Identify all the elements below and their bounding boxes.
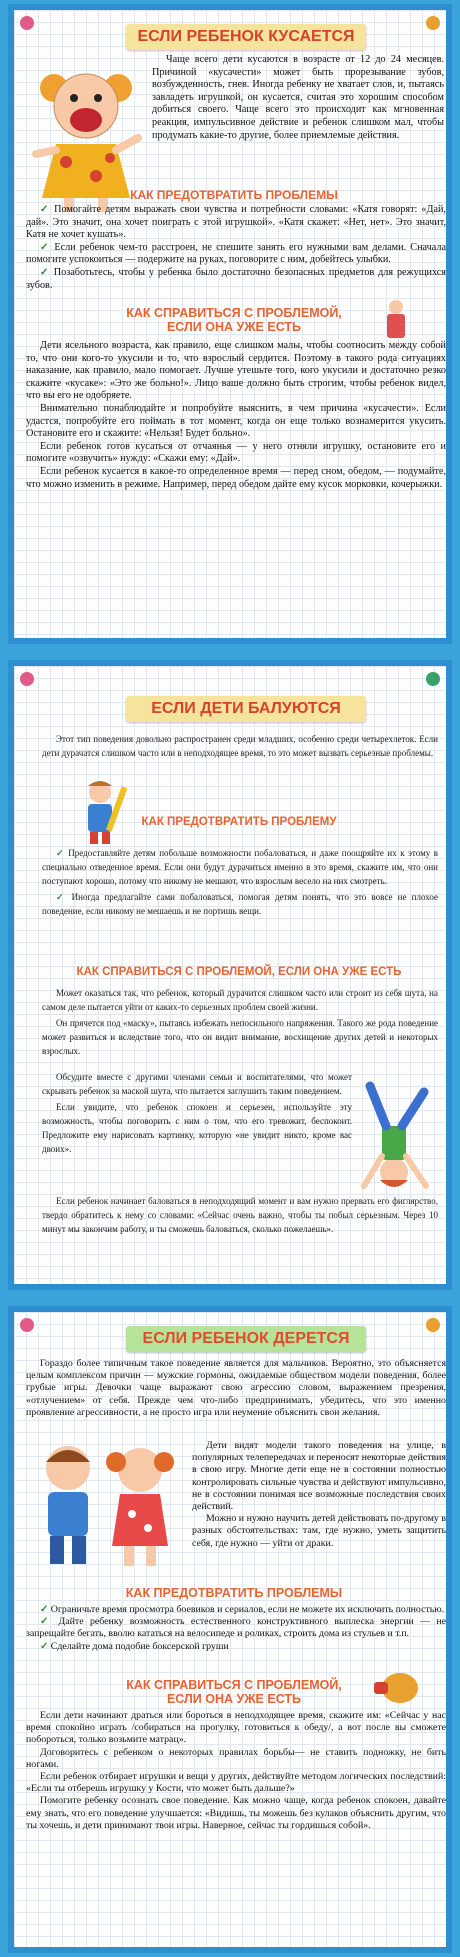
cope-text-bottom: Если ребенок начинает баловаться в неподходящий момент и вам нужно прервать его фиглярство, твердо обратитесь к нему со словами: «Сейчас очень важно, чтобы ты побыл серьезным. Через 10 минут мы закончим работу, и ты сможешь баловаться, сколько пожелаешь». — [42, 1196, 438, 1234]
panel-title: ЕСЛИ ДЕТИ БАЛУЮТСЯ — [126, 696, 366, 722]
list-item: ✓ Помогайте детям выражать свои чувства и потребности словами: «Катя говорят: «Дай, дай». Это значит, она хочет поиграть с этой игрушкой». «Катя скажет: «Нет, нет». Это значит, Катя не хочет кушать». — [26, 204, 446, 241]
prevent-list — [42, 846, 438, 920]
pin-icon — [426, 16, 440, 30]
check-icon: ✓ — [40, 1604, 51, 1615]
cope-text: Дети ясельного возраста, как правило, еще слишком малы, чтобы соотносить между собой то, что они кого-то укусили и то, что взрослый сердится. Поэтому в такого рода ситуациях наказание, как правило, мало помогает. Лучше утешьте того, кого укусили и достаточно резко скажите «кусаке»: «Это же больно!». Лицо ваше должно быть строгим, чтобы ребенок видел, что вы его не одобряете. Внимательно понаблюдайте и попробуйте выяснить, в чем причина «кусачести». Если удастся, попробуйте его поймать в тот момент, когда он еще только вознамерится укусить. Остановите его и скажите: «Нельзя! Будет больно». Если ребенок готов кусаться от отчаянья — у него отняли игрушку, остановите его и помогите «озвучить» нужду: «Скажи ему: «Дай». Если ребенок кусается в какое-то определенное время — перед сном, обедом, — подумайте, что можно изменить в режиме. Например, перед обедом дайте ему кусок морковки, кочерыжки. — [26, 340, 446, 490]
cope-text: Если дети начинают драться или бороться в неподходящее время, скажите им: «Сейчас у нас время спокойно играть /собираться на прогулку, готовиться к обеду/, а вот после вы сможете побороться, только возьмите матрац». Договоритесь с ребенком о некоторых правилах борьбы— не ставить подножку, не бить ногами. Если ребенок отбирает игрушки и вещи у других, действуйте методом логических последствий: «Если ты отберешь игрушку у Кости, что может быть дальше?» Помогите ребенку осознать свое поведение. Как можно чаще, когда ребенок спокоен, давайте ему знать, что его поведение улучшается: «Видишь, ты можешь без кулаков объяснить другим, что ты хочешь, и дети принимают твои игры. Наверное, сейчас ты гордишься собой». — [26, 1710, 446, 1831]
handstand-child-illustration — [344, 1076, 444, 1196]
pin-icon — [20, 16, 34, 30]
cope-text-narrow: Обсудите вместе с другими членами семьи и воспитателями, что может скрывать ребенок за маской шута, что пытается заглушить таким поведением. Если увидите, что ребенок спокоен и серьезен, используйте эту возможность, чтобы поговорить с ним о том, что его тревожит, беспокоит. Предложите ему нарисовать картинку, которую «не увидит никто, кроме вас двоих». — [42, 1072, 352, 1154]
child-with-pencil-illustration — [70, 778, 130, 848]
intro-text: Чаще всего дети кусаются в возрасте от 12 до 24 месяцев. Причиной «кусачести» может быть прорезывание зубов, возбужденность, гнев. Иногда ребенку не хватает слов, и, пытаясь завладеть игрушкой, он кусается, считая это хорошим способом добиться своего. Чаще всего это происходит как мгновенная реакция, импульсивное действие и ребенок слишком мал, чтобы продумать какие-то другие, более приемлемые действия. — [152, 54, 444, 141]
list-item: ✓ Иногда предлагайте сами побаловаться, помогая детям понять, что это вовсе не плохое поведение, если никому не мешаешь и не портишь вещи. — [42, 892, 438, 916]
panel-misbehaving — [8, 660, 452, 1290]
panel-fighting — [8, 1306, 452, 1953]
panel-biting — [8, 4, 452, 644]
teacher-illustration — [376, 298, 416, 340]
list-item: ✓ Дайте ребенку возможность естественного конструктивного выплеска энергии — не запрещайте бегать, вволю кататься на велосипеде и роликах, строить дома из стульев и т.п. — [26, 1616, 446, 1640]
punching-glove-illustration — [370, 1668, 422, 1708]
check-icon: ✓ — [40, 241, 55, 253]
section-heading-cope: КАК СПРАВИТЬСЯ С ПРОБЛЕМОЙ, ЕСЛИ ОНА УЖЕ ЕСТЬ — [126, 306, 342, 334]
section-heading-prevent: КАК ПРЕДОТВРАТИТЬ ПРОБЛЕМЫ — [125, 1586, 343, 1600]
fighting-children-illustration — [28, 1436, 188, 1576]
intro-text: Гораздо более типичным такое поведение является для мальчиков. Вероятно, это объясняется целым комплексом причин — мужские гормоны, ожидаемые обществом модели поведения, более грубые игры. Девочки чаще выражают свою агрессию словом, выражением презрения, «отлучением» от себя. Прежде чем что-либо предпринимать, убедитесь, что это именно проявление агрессивности, а не просто игра или неумение объяснить свои желания. — [26, 1358, 446, 1418]
pin-icon — [426, 1318, 440, 1332]
prevent-list — [26, 204, 446, 292]
list-item: ✓ Ограничьте время просмотра боевиков и сериалов, если не можете их исключить полностью. — [40, 1604, 445, 1615]
check-icon: ✓ — [56, 892, 72, 902]
intro-text-2: Дети видят модели такого поведения на улице, в популярных телепередачах и переносят некоторые действия в свою игру. Многие дети еще не в состоянии полностью контролировать сильные чувства и действуют импульсивно, не в состоянии понимая все возможные последствия своих действий. Можно и нужно научить детей действовать по-другому в разных обстоятельствах: там, где нужно, уметь защитить себя, где нужно — уйти от драки. — [192, 1440, 446, 1549]
pin-icon — [426, 672, 440, 686]
list-item: ✓ Позаботьтесь, чтобы у ребенка было достаточно безопасных предметов для режущихся зубов. — [26, 266, 446, 291]
section-heading-prevent: КАК ПРЕДОТВРАТИТЬ ПРОБЛЕМЫ — [130, 188, 338, 202]
section-heading-prevent: КАК ПРЕДОТВРАТИТЬ ПРОБЛЕМУ — [141, 816, 337, 828]
intro-text: Этот тип поведения довольно распространен среди младших, особенно среди четырехлеток. Если дети дурачатся слишком часто или в неподходящее время, то это может вызвать серьезные проблемы. — [42, 734, 438, 758]
pin-icon — [20, 1318, 34, 1332]
panel-title: ЕСЛИ РЕБЕНОК ДЕРЕТСЯ — [126, 1326, 366, 1352]
list-item: ✓ Предоставляйте детям побольше возможности побаловаться, и даже поощряйте их к этому в специально отведенное время. Если они будут дурачиться именно в это время, скажите им, что они поступают хорошо, потому что никому не мешают, что взрослым весело на них смотреть. — [42, 848, 439, 886]
list-item: ✓ Сделайте дома подобие боксерской груши — [40, 1640, 229, 1652]
check-icon: ✓ — [40, 266, 54, 278]
panel-title: ЕСЛИ РЕБЕНОК КУСАЕТСЯ — [126, 24, 366, 50]
section-heading-cope: КАК СПРАВИТЬСЯ С ПРОБЛЕМОЙ, ЕСЛИ ОНА УЖЕ ЕСТЬ — [126, 1678, 342, 1706]
check-icon: ✓ — [40, 1616, 59, 1628]
section-heading-cope: КАК СПРАВИТЬСЯ С ПРОБЛЕМОЙ, ЕСЛИ ОНА УЖЕ ЕСТЬ — [76, 966, 402, 978]
check-icon: ✓ — [56, 848, 69, 858]
list-item: ✓ Если ребенок чем-то расстроен, не спешите занять его нужными вам делами. Сначала помогите успокоиться — подержите на руках, поговорите с ним, добейтесь улыбки. — [26, 241, 446, 266]
check-icon: ✓ — [40, 1640, 51, 1652]
check-icon: ✓ — [40, 204, 55, 215]
cope-text-top: Может оказаться так, что ребенок, который дурачится слишком часто или строит из себя шута, на самом деле пытается уйти от каких-то серьезных проблем своей жизни. Он прячется под «маску», пытаясь избежать непосильного напряжения. Такого же рода поведение может развиться и вследствие того, что он видит внимание, восхищение других детей и некоторых взрослых. — [42, 988, 438, 1056]
prevent-list — [26, 1604, 446, 1653]
pin-icon — [20, 672, 34, 686]
